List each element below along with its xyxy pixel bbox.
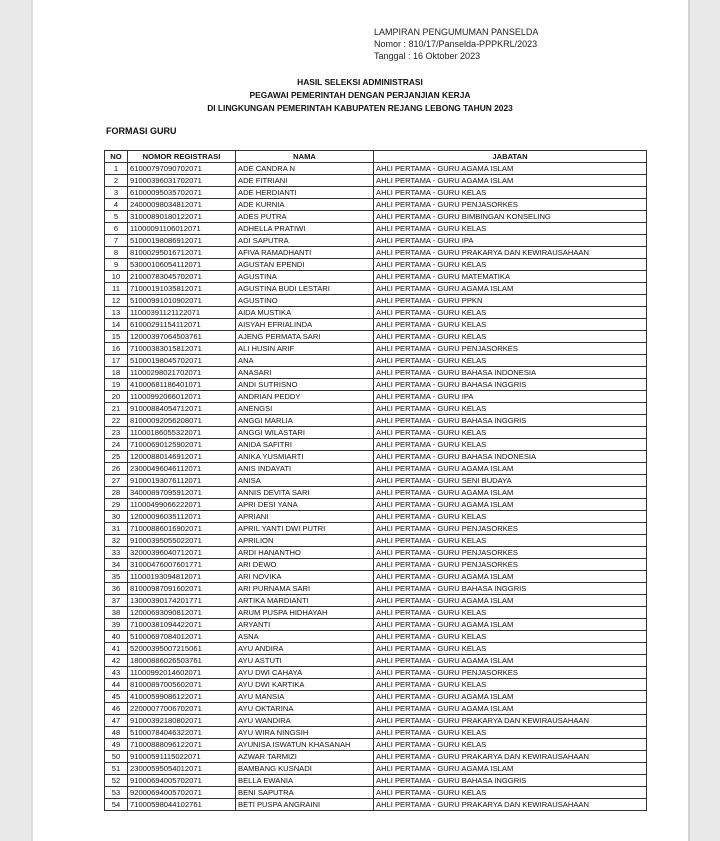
cell-no: 21: [105, 403, 128, 415]
table-row: [105, 763, 647, 775]
cell-no: 49: [105, 739, 128, 751]
table-row: [105, 535, 647, 547]
cell-registration: 71000191035812071: [128, 283, 236, 295]
cell-no: 19: [105, 379, 128, 391]
cell-position: AHLI PERTAMA - GURU AGAMA ISLAM: [374, 175, 647, 187]
cell-registration: 51000697084012071: [128, 631, 236, 643]
table-row: [105, 655, 647, 667]
cell-no: 29: [105, 499, 128, 511]
cell-registration: 51000198045702071: [128, 355, 236, 367]
header-date-line: Tanggal : 16 Oktober 2023: [374, 51, 481, 61]
cell-registration: 71000690125902071: [128, 439, 236, 451]
table-row: [105, 691, 647, 703]
cell-no: 14: [105, 319, 128, 331]
cell-position: AHLI PERTAMA - GURU BIMBINGAN KONSELING: [374, 211, 647, 223]
cell-name: ANDI SUTRISNO: [236, 379, 374, 391]
title-line-3: DI LINGKUNGAN PEMERINTAH KABUPATEN REJANG LEBONG TAHUN 2023: [207, 103, 513, 113]
cell-registration: 91000193076112071: [128, 475, 236, 487]
cell-no: 34: [105, 559, 128, 571]
cell-position: AHLI PERTAMA - GURU AGAMA ISLAM: [374, 691, 647, 703]
cell-registration: 11000992066012071: [128, 391, 236, 403]
table-row: [105, 475, 647, 487]
cell-position: AHLI PERTAMA - GURU AGAMA ISLAM: [374, 619, 647, 631]
cell-name: AYU DWI CAHAYA: [236, 667, 374, 679]
cell-registration: 21000783045702071: [128, 271, 236, 283]
table-row: [105, 295, 647, 307]
cell-registration: 81000897005602071: [128, 679, 236, 691]
cell-registration: 11000193094812071: [128, 571, 236, 583]
cell-no: 37: [105, 595, 128, 607]
cell-position: AHLI PERTAMA - GURU AGAMA ISLAM: [374, 703, 647, 715]
table-row: [105, 595, 647, 607]
cell-no: 8: [105, 247, 128, 259]
table-row: [105, 355, 647, 367]
document-title: [0, 76, 720, 115]
cell-no: 5: [105, 211, 128, 223]
cell-registration: 51000784046322071: [128, 727, 236, 739]
table-row: [105, 427, 647, 439]
cell-position: AHLI PERTAMA - GURU KELAS: [374, 607, 647, 619]
column-header-name: NAMA: [236, 151, 374, 163]
header-number-line: Nomor : 810/17/Panselda-PPPKRL/2023: [374, 39, 538, 49]
table-row: [105, 715, 647, 727]
cell-position: AHLI PERTAMA - GURU KELAS: [374, 727, 647, 739]
cell-registration: 11000391121122071: [128, 307, 236, 319]
cell-no: 13: [105, 307, 128, 319]
cell-position: AHLI PERTAMA - GURU KELAS: [374, 355, 647, 367]
cell-name: ARI NOVIKA: [236, 571, 374, 583]
title-line-1: HASIL SELEKSI ADMINISTRASI: [297, 77, 423, 87]
cell-name: AGUSTAN EPENDI: [236, 259, 374, 271]
table-row: [105, 175, 647, 187]
header-attachment-line: LAMPIRAN PENGUMUMAN PANSELDA: [374, 27, 539, 37]
cell-position: AHLI PERTAMA - GURU PENJASORKES: [374, 559, 647, 571]
cell-position: AHLI PERTAMA - GURU PRAKARYA DAN KEWIRAUSAHAAN: [374, 799, 647, 811]
cell-no: 32: [105, 535, 128, 547]
table-row: [105, 391, 647, 403]
cell-name: ARTIKA MARDIANTI: [236, 595, 374, 607]
table-row: [105, 787, 647, 799]
cell-name: ADES PUTRA: [236, 211, 374, 223]
cell-registration: 11000091106012071: [128, 223, 236, 235]
cell-registration: 34000897095912071: [128, 487, 236, 499]
table-row: [105, 331, 647, 343]
title-line-2: PEGAWAI PEMERINTAH DENGAN PERJANJIAN KERJA: [249, 90, 471, 100]
cell-no: 18: [105, 367, 128, 379]
cell-name: APRI DESI YANA: [236, 499, 374, 511]
cell-no: 25: [105, 451, 128, 463]
cell-no: 20: [105, 391, 128, 403]
cell-no: 10: [105, 271, 128, 283]
table-row: [105, 703, 647, 715]
cell-position: AHLI PERTAMA - GURU KELAS: [374, 307, 647, 319]
cell-registration: 81000295016712071: [128, 247, 236, 259]
cell-name: AGUSTINA: [236, 271, 374, 283]
cell-position: AHLI PERTAMA - GURU KELAS: [374, 439, 647, 451]
table-row: [105, 487, 647, 499]
cell-registration: 11000298021702071: [128, 367, 236, 379]
cell-registration: 41000599086122071: [128, 691, 236, 703]
cell-position: AHLI PERTAMA - GURU KELAS: [374, 535, 647, 547]
cell-name: ANISA: [236, 475, 374, 487]
table-row: [105, 235, 647, 247]
cell-name: AFIVA RAMADHANTI: [236, 247, 374, 259]
table-row: [105, 403, 647, 415]
cell-name: ANIS INDAYATI: [236, 463, 374, 475]
table-row: [105, 367, 647, 379]
cell-registration: 53000106054112071: [128, 259, 236, 271]
table-row: [105, 727, 647, 739]
cell-no: 46: [105, 703, 128, 715]
cell-position: AHLI PERTAMA - GURU PENJASORKES: [374, 667, 647, 679]
cell-name: ADE KURNIA: [236, 199, 374, 211]
cell-no: 48: [105, 727, 128, 739]
cell-registration: 31000476007601771: [128, 559, 236, 571]
cell-name: AYU WIRA NINGSIH: [236, 727, 374, 739]
cell-registration: 61000095035702071: [128, 187, 236, 199]
cell-name: AYUNISA ISWATUN KHASANAH: [236, 739, 374, 751]
table-row: [105, 667, 647, 679]
cell-no: 24: [105, 439, 128, 451]
table-row: [105, 643, 647, 655]
cell-registration: 12000096035112071: [128, 511, 236, 523]
cell-name: ANIKA YUSMIARTI: [236, 451, 374, 463]
cell-name: BAMBANG KUSNADI: [236, 763, 374, 775]
cell-no: 22: [105, 415, 128, 427]
cell-position: AHLI PERTAMA - GURU KELAS: [374, 331, 647, 343]
cell-no: 27: [105, 475, 128, 487]
cell-position: AHLI PERTAMA - GURU BAHASA INGGRIS: [374, 415, 647, 427]
cell-position: AHLI PERTAMA - GURU AGAMA ISLAM: [374, 487, 647, 499]
cell-name: ARUM PUSPA HIDHAYAH: [236, 607, 374, 619]
cell-registration: 91000396031702071: [128, 175, 236, 187]
cell-position: AHLI PERTAMA - GURU PENJASORKES: [374, 199, 647, 211]
cell-registration: 22000077006702071: [128, 703, 236, 715]
table-row: [105, 547, 647, 559]
cell-position: AHLI PERTAMA - GURU KELAS: [374, 631, 647, 643]
cell-name: BENI SAPUTRA: [236, 787, 374, 799]
cell-no: 33: [105, 547, 128, 559]
cell-registration: 91000884054712071: [128, 403, 236, 415]
table-row: [105, 583, 647, 595]
cell-registration: 52000395007215061: [128, 643, 236, 655]
cell-no: 40: [105, 631, 128, 643]
cell-registration: 12000693090812071: [128, 607, 236, 619]
cell-no: 47: [105, 715, 128, 727]
column-header-position: JABATAN: [374, 151, 647, 163]
cell-registration: 11000992014602071: [128, 667, 236, 679]
cell-name: ARYANTI: [236, 619, 374, 631]
cell-name: ANGGI MARLIA: [236, 415, 374, 427]
cell-registration: 81000987091602071: [128, 583, 236, 595]
cell-name: ARI DEWO: [236, 559, 374, 571]
cell-name: ANASARI: [236, 367, 374, 379]
cell-no: 4: [105, 199, 128, 211]
cell-name: ARDI HANANTHO: [236, 547, 374, 559]
cell-no: 54: [105, 799, 128, 811]
cell-position: AHLI PERTAMA - GURU AGAMA ISLAM: [374, 571, 647, 583]
cell-registration: 92000694005702071: [128, 787, 236, 799]
cell-no: 30: [105, 511, 128, 523]
cell-registration: 31000890180122071: [128, 211, 236, 223]
cell-no: 2: [105, 175, 128, 187]
cell-name: ADE HERDIANTI: [236, 187, 374, 199]
table-row: [105, 511, 647, 523]
cell-name: ASNA: [236, 631, 374, 643]
table-row: [105, 247, 647, 259]
cell-no: 43: [105, 667, 128, 679]
table-row: [105, 775, 647, 787]
cell-position: AHLI PERTAMA - GURU IPA: [374, 391, 647, 403]
cell-position: AHLI PERTAMA - GURU KELAS: [374, 427, 647, 439]
cell-no: 50: [105, 751, 128, 763]
table-header-row: [105, 151, 647, 163]
cell-name: ADE CANDRA N: [236, 163, 374, 175]
cell-no: 11: [105, 283, 128, 295]
cell-position: AHLI PERTAMA - GURU PENJASORKES: [374, 343, 647, 355]
cell-registration: 23000595054012071: [128, 763, 236, 775]
cell-position: AHLI PERTAMA - GURU AGAMA ISLAM: [374, 763, 647, 775]
cell-position: AHLI PERTAMA - GURU KELAS: [374, 403, 647, 415]
cell-no: 7: [105, 235, 128, 247]
cell-name: ADE FITRIANI: [236, 175, 374, 187]
cell-position: AHLI PERTAMA - GURU AGAMA ISLAM: [374, 595, 647, 607]
cell-name: AZWAR TARMIZI: [236, 751, 374, 763]
cell-no: 9: [105, 259, 128, 271]
cell-no: 12: [105, 295, 128, 307]
table-row: [105, 607, 647, 619]
cell-no: 16: [105, 343, 128, 355]
cell-no: 38: [105, 607, 128, 619]
cell-registration: 11000499066222071: [128, 499, 236, 511]
cell-name: AIDA MUSTIKA: [236, 307, 374, 319]
cell-no: 51: [105, 763, 128, 775]
cell-registration: 71000381094422071: [128, 619, 236, 631]
cell-position: AHLI PERTAMA - GURU AGAMA ISLAM: [374, 499, 647, 511]
cell-position: AHLI PERTAMA - GURU PRAKARYA DAN KEWIRAUSAHAAN: [374, 715, 647, 727]
cell-no: 39: [105, 619, 128, 631]
cell-registration: 32000396040712071: [128, 547, 236, 559]
cell-name: ANDRIAN PEDDY: [236, 391, 374, 403]
cell-position: AHLI PERTAMA - GURU BAHASA INGGRIS: [374, 775, 647, 787]
cell-no: 3: [105, 187, 128, 199]
cell-name: AISYAH EFRIALINDA: [236, 319, 374, 331]
cell-registration: 71000598044102761: [128, 799, 236, 811]
cell-no: 23: [105, 427, 128, 439]
cell-name: AYU MANSIA: [236, 691, 374, 703]
cell-no: 17: [105, 355, 128, 367]
cell-registration: 12000880146912071: [128, 451, 236, 463]
cell-position: AHLI PERTAMA - GURU KELAS: [374, 787, 647, 799]
cell-no: 36: [105, 583, 128, 595]
table-row: [105, 415, 647, 427]
cell-no: 44: [105, 679, 128, 691]
cell-registration: 61000291154112071: [128, 319, 236, 331]
table-row: [105, 619, 647, 631]
cell-no: 41: [105, 643, 128, 655]
cell-name: ANGGI WILASTARI: [236, 427, 374, 439]
cell-position: AHLI PERTAMA - GURU KELAS: [374, 643, 647, 655]
cell-position: AHLI PERTAMA - GURU KELAS: [374, 187, 647, 199]
table-row: [105, 631, 647, 643]
cell-name: AJENG PERMATA SARI: [236, 331, 374, 343]
cell-registration: 71000888096122071: [128, 739, 236, 751]
cell-position: AHLI PERTAMA - GURU BAHASA INDONESIA: [374, 367, 647, 379]
cell-name: ADHELLA PRATIWI: [236, 223, 374, 235]
table-row: [105, 739, 647, 751]
cell-position: AHLI PERTAMA - GURU KELAS: [374, 679, 647, 691]
table-row: [105, 463, 647, 475]
cell-registration: 18000886026503761: [128, 655, 236, 667]
cell-no: 26: [105, 463, 128, 475]
cell-name: BELLA EWANIA: [236, 775, 374, 787]
table-row: [105, 751, 647, 763]
table-row: [105, 379, 647, 391]
cell-position: AHLI PERTAMA - GURU BAHASA INDONESIA: [374, 451, 647, 463]
cell-no: 31: [105, 523, 128, 535]
cell-registration: 91000591115022071: [128, 751, 236, 763]
table-row: [105, 163, 647, 175]
section-title: FORMASI GURU: [106, 126, 177, 136]
cell-no: 52: [105, 775, 128, 787]
results-table: [104, 150, 647, 811]
table-row: [105, 439, 647, 451]
cell-name: APRIL YANTI DWI PUTRI: [236, 523, 374, 535]
cell-position: AHLI PERTAMA - GURU PENJASORKES: [374, 523, 647, 535]
letter-header: [374, 26, 538, 62]
cell-name: AYU WANDIRA: [236, 715, 374, 727]
table-row: [105, 679, 647, 691]
cell-registration: 51000991010902071: [128, 295, 236, 307]
cell-name: AYU ASTUTI: [236, 655, 374, 667]
cell-name: ANIDA SAFITRI: [236, 439, 374, 451]
cell-name: APRILION: [236, 535, 374, 547]
cell-no: 28: [105, 487, 128, 499]
table-row: [105, 307, 647, 319]
table-row: [105, 283, 647, 295]
cell-registration: 23000496046112071: [128, 463, 236, 475]
cell-position: AHLI PERTAMA - GURU KELAS: [374, 223, 647, 235]
cell-position: AHLI PERTAMA - GURU KELAS: [374, 319, 647, 331]
cell-name: ANNIS DEVITA SARI: [236, 487, 374, 499]
cell-position: AHLI PERTAMA - GURU BAHASA INGGRIS: [374, 379, 647, 391]
cell-name: AYU DWI KARTIKA: [236, 679, 374, 691]
cell-no: 45: [105, 691, 128, 703]
table-row: [105, 799, 647, 811]
cell-registration: 12000397064503761: [128, 331, 236, 343]
cell-position: AHLI PERTAMA - GURU PRAKARYA DAN KEWIRAUSAHAAN: [374, 247, 647, 259]
table-row: [105, 199, 647, 211]
page-edge-right: [688, 0, 690, 841]
table-row: [105, 571, 647, 583]
cell-no: 53: [105, 787, 128, 799]
cell-name: BETI PUSPA ANGRAINI: [236, 799, 374, 811]
column-header-registration: NOMOR REGISTRASI: [128, 151, 236, 163]
cell-position: AHLI PERTAMA - GURU SENI BUDAYA: [374, 475, 647, 487]
cell-registration: 61000797090702071: [128, 163, 236, 175]
cell-name: ADI SAPUTRA: [236, 235, 374, 247]
cell-position: AHLI PERTAMA - GURU PENJASORKES: [374, 547, 647, 559]
cell-registration: 81000092056208071: [128, 415, 236, 427]
table-row: [105, 499, 647, 511]
table-row: [105, 187, 647, 199]
cell-position: AHLI PERTAMA - GURU AGAMA ISLAM: [374, 463, 647, 475]
table-row: [105, 211, 647, 223]
cell-no: 6: [105, 223, 128, 235]
cell-name: AYU OKTARINA: [236, 703, 374, 715]
cell-position: AHLI PERTAMA - GURU KELAS: [374, 739, 647, 751]
cell-registration: 24000098034812071: [128, 199, 236, 211]
cell-position: AHLI PERTAMA - GURU AGAMA ISLAM: [374, 163, 647, 175]
cell-no: 42: [105, 655, 128, 667]
cell-no: 1: [105, 163, 128, 175]
cell-name: ANENGSI: [236, 403, 374, 415]
cell-name: AGUSTINO: [236, 295, 374, 307]
cell-registration: 71000886016902071: [128, 523, 236, 535]
table-row: [105, 271, 647, 283]
cell-position: AHLI PERTAMA - GURU KELAS: [374, 259, 647, 271]
cell-position: AHLI PERTAMA - GURU BAHASA INGGRIS: [374, 583, 647, 595]
cell-position: AHLI PERTAMA - GURU PPKN: [374, 295, 647, 307]
cell-position: AHLI PERTAMA - GURU IPA: [374, 235, 647, 247]
cell-registration: 13000390174201771: [128, 595, 236, 607]
cell-registration: 51000198086912071: [128, 235, 236, 247]
table-row: [105, 259, 647, 271]
cell-name: AGUSTINA BUDI LESTARI: [236, 283, 374, 295]
cell-position: AHLI PERTAMA - GURU PRAKARYA DAN KEWIRAUSAHAAN: [374, 751, 647, 763]
cell-registration: 91000694005702071: [128, 775, 236, 787]
column-header-no: NO: [105, 151, 128, 163]
cell-position: AHLI PERTAMA - GURU MATEMATIKA: [374, 271, 647, 283]
cell-registration: 11000186055322071: [128, 427, 236, 439]
cell-registration: 41000681186401071: [128, 379, 236, 391]
cell-no: 35: [105, 571, 128, 583]
table-row: [105, 523, 647, 535]
cell-name: APRIANI: [236, 511, 374, 523]
cell-position: AHLI PERTAMA - GURU KELAS: [374, 511, 647, 523]
table-row: [105, 451, 647, 463]
cell-registration: 91000395055022071: [128, 535, 236, 547]
table-row: [105, 319, 647, 331]
cell-name: ANA: [236, 355, 374, 367]
cell-name: ALI HUSIN ARIF: [236, 343, 374, 355]
cell-registration: 91000392180802071: [128, 715, 236, 727]
table-row: [105, 559, 647, 571]
table-row: [105, 343, 647, 355]
cell-name: ARI PURNAMA SARI: [236, 583, 374, 595]
table-row: [105, 223, 647, 235]
cell-no: 15: [105, 331, 128, 343]
table-body: [105, 163, 647, 811]
cell-position: AHLI PERTAMA - GURU AGAMA ISLAM: [374, 655, 647, 667]
cell-registration: 71000383015812071: [128, 343, 236, 355]
cell-name: AYU ANDIRA: [236, 643, 374, 655]
cell-position: AHLI PERTAMA - GURU AGAMA ISLAM: [374, 283, 647, 295]
